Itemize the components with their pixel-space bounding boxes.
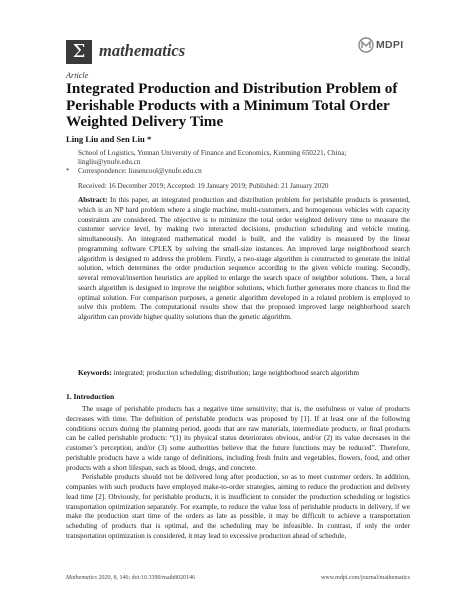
abstract [78,196,410,323]
affiliation-marker [66,149,78,167]
abstract-text: In this paper, an integrated production and distribution problem for perishable products is presented, which is an NP hard problem where a single machine, multi-customers, and homogenous vehicles with capacity constraints are considered. The objective is to minimize the total order weighted delivery time to measure the customer service level, by making two interacted decisions, production scheduling and vehicle routing, simultaneously. An integrated mathematical model is built, and the validity is measured by the linear programming software CPLEX by solving the small-size instances. An improved large neighborhood search algorithm is designed to address the problem. Firstly, a two-stage algorithm is constructed to generate the initial solution, which determines the order production sequence according to the given vehicle routing. Secondly, several removal/insertion heuristics are applied to enlarge the search space of neighbor solutions. Then, a local search algorithm is designed to improve the neighbor solutions, which further generates more chances to find the optimal solution. For comparison purposes, a genetic algorithm developed in a related problem is employed to solve this problem. The computational results show that the proposed improved large neighborhood search algorithm can provide higher quality solutions than the genetic algorithm. [78,196,410,321]
paragraph: Perishable products should not be delivered long after production, so as to meet customer orders. In addition, companies with such products have employed make-to-order strategies, aiming to reduce the production and delivery lead time [2]. Obviously, for perishable products, it is insufficient to consider the production scheduling or logistics transportation optimization separately. For example, to reduce the value loss of perishable products in delivery, if we make the production start time of the orders as late as possible, it may be difficult to achieve a transportation scheduling of products that is optimal, and the scheduling may be infeasible. In contrast, if only the order transportation optimization is considered, it may lead to excessive production ahead of schedule, [66,473,410,540]
footer-citation [66,575,195,581]
correspondence-text: Correspondence: liusencool@ynufe.edu.cn [78,167,202,176]
article-type: Article [66,71,89,80]
mdpi-logo [358,37,403,53]
mdpi-logo-text: MDPI [376,39,404,51]
paragraph: The usage of perishable products has a negative time sensitivity; that is, the usefulness or value of products decreases with time. The definition of perishable products was proposed by [1]. If at least one of the following conditions occurs during the planning period, goods that are raw materials, intermediate products, or final products can be called perishable products: “(1) its physical status deteriorates obvious, and/or (2) its value decreases in the customer’s perception, and/or (3) some authorities believe that the future functions may be reduced”. Therefore, perishable products have a wide range of definitions, including fresh fruits and vegetables, flowers, food, and other products with a short lifespan, such as blood, drugs, and concrete. [66,405,410,472]
footer-journal: Mathematics [66,575,97,581]
article-title: Integrated Production and Distribution Problem of Perishable Products with a Minimum Total Order Weighted Delivery Time [66,80,398,131]
journal-logo-symbol: Σ [72,41,86,62]
affiliation-row [66,149,386,167]
section-heading: 1. Introduction [66,392,115,401]
introduction-body [66,405,410,542]
affiliation-text: School of Logistics, Yunnan University of Finance and Economics, Kunming 650221, China; lingliu@ynufe.edu.cn [78,149,347,167]
keywords [78,369,410,379]
publication-dates: Received: 16 December 2019; Accepted: 19 January 2019; Published: 21 January 2020 [78,182,329,190]
keywords-label: Keywords: [78,369,112,377]
mdpi-emblem-icon [358,37,374,53]
journal-name: mathematics [99,41,186,60]
correspondence-marker: * [66,167,70,176]
keywords-text: integrated; production scheduling; distribution; large neighborhood search algorithm [113,369,359,377]
footer-doi: 2020, 8, 146; doi:10.3390/math8020146 [98,575,196,581]
footer-url: www.mdpi.com/journal/mathematics [321,575,410,581]
correspondence-row [66,167,386,176]
affiliations [66,149,386,177]
journal-logo [66,40,92,64]
authors: Ling Liu and Sen Liu * [66,134,152,144]
abstract-label: Abstract: [78,196,108,204]
